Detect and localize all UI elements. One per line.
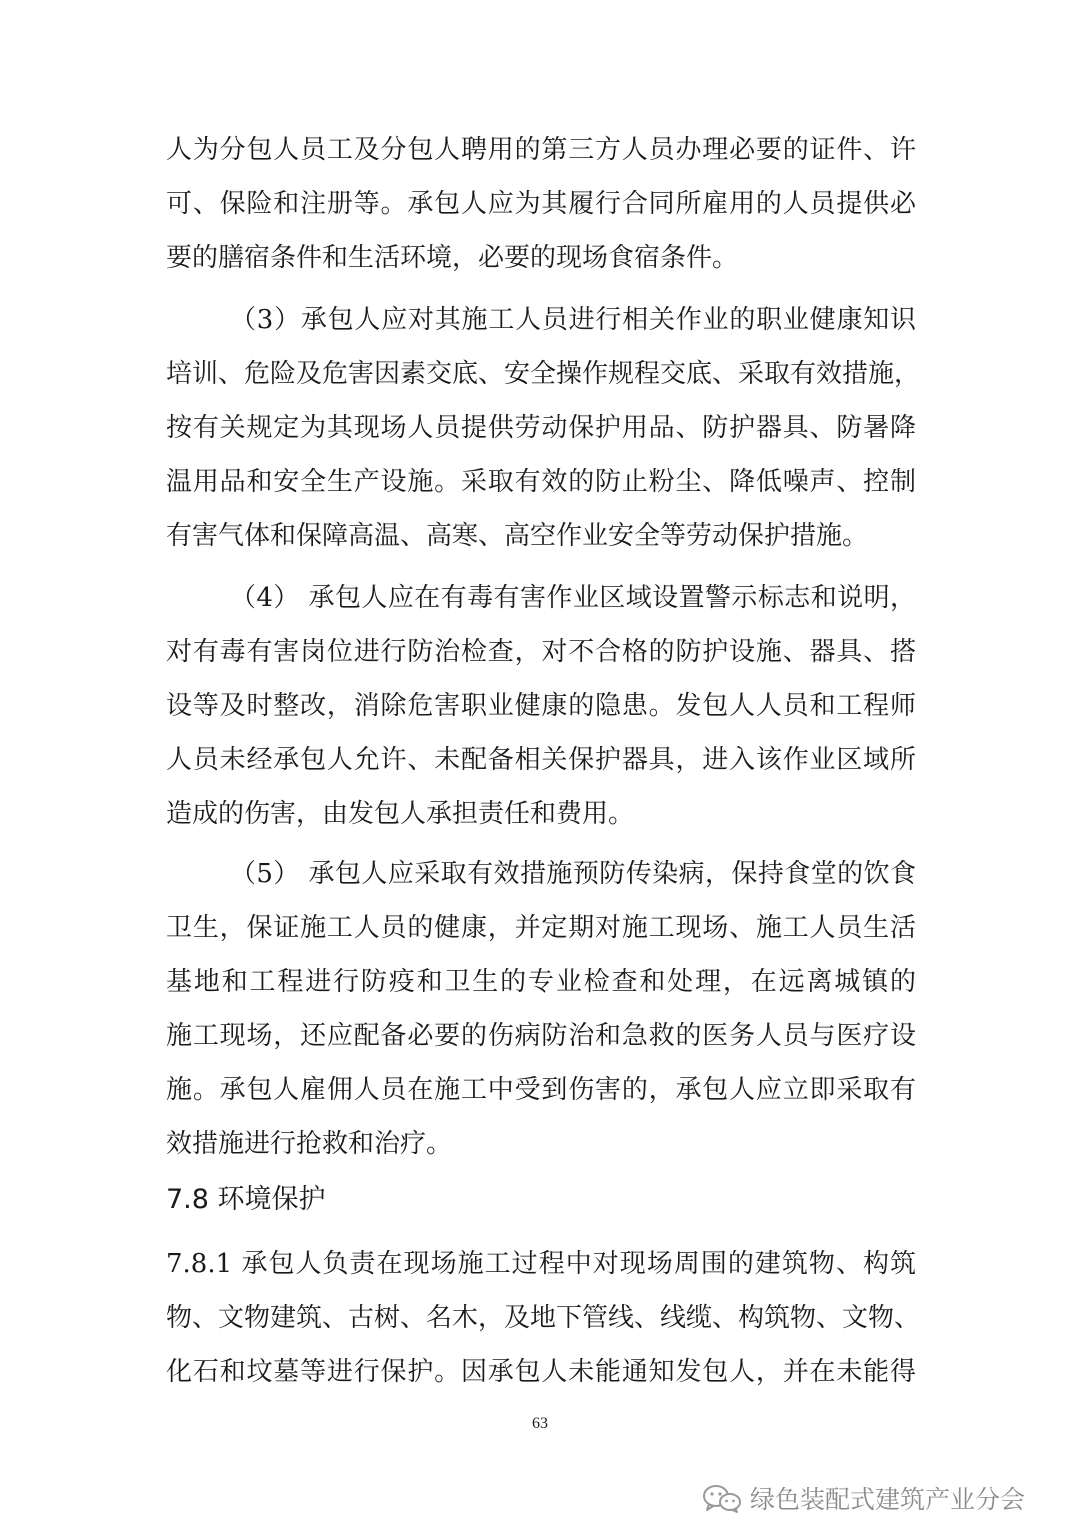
watermark	[700, 1480, 1025, 1516]
text-line: 施。承包人雇佣人员在施工中受到伤害的，承包人应立即采取有	[166, 1075, 916, 1105]
text-line: 施工现场，还应配备必要的伤病防治和急救的医务人员与医疗设	[166, 1021, 916, 1051]
text-line: （5） 承包人应采取有效措施预防传染病，保持食堂的饮食	[230, 859, 916, 889]
text-line: 人为分包人员工及分包人聘用的第三方人员办理必要的证件、许	[166, 135, 916, 165]
text-line: 培训、危险及危害因素交底、安全操作规程交底、采取有效措施，	[166, 359, 921, 389]
wechat-icon	[700, 1483, 744, 1513]
page-number: 63	[532, 1415, 548, 1432]
watermark-text: 绿色装配式建筑产业分会	[750, 1485, 1026, 1514]
text-line: 7.8.1 承包人负责在现场施工过程中对现场周围的建筑物、构筑	[166, 1249, 916, 1279]
text-line: 造成的伤害，由发包人承担责任和费用。	[166, 799, 635, 829]
text-line: 按有关规定为其现场人员提供劳动保护用品、防护器具、防暑降	[166, 413, 916, 443]
text-line: 人员未经承包人允许、未配备相关保护器具，进入该作业区域所	[166, 745, 916, 775]
text-line: 化石和坟墓等进行保护。因承包人未能通知发包人，并在未能得	[166, 1357, 916, 1387]
text-line: 有害气体和保障高温、高寒、高空作业安全等劳动保护措施。	[166, 521, 869, 551]
text-line: 基地和工程进行防疫和卫生的专业检查和处理，在远离城镇的	[166, 967, 916, 997]
text-line: 温用品和安全生产设施。采取有效的防止粉尘、降低噪声、控制	[166, 467, 916, 497]
text-line: 设等及时整改，消除危害职业健康的隐患。发包人人员和工程师	[166, 691, 916, 721]
text-line: 效措施进行抢救和治疗。	[166, 1129, 453, 1159]
text-line: 可、保险和注册等。承包人应为其履行合同所雇用的人员提供必	[166, 189, 916, 219]
text-line: 要的膳宿条件和生活环境，必要的现场食宿条件。	[166, 243, 739, 273]
text-line: （3）承包人应对其施工人员进行相关作业的职业健康知识	[230, 305, 916, 335]
section-heading: 7.8 环境保护	[166, 1184, 326, 1215]
text-line: 对有毒有害岗位进行防治检查，对不合格的防护设施、器具、搭	[166, 637, 916, 667]
text-line: 物、文物建筑、古树、名木，及地下管线、线缆、构筑物、文物、	[166, 1303, 921, 1333]
text-line: （4） 承包人应在有毒有害作业区域设置警示标志和说明，	[230, 583, 916, 613]
text-line: 卫生，保证施工人员的健康，并定期对施工现场、施工人员生活	[166, 913, 916, 943]
